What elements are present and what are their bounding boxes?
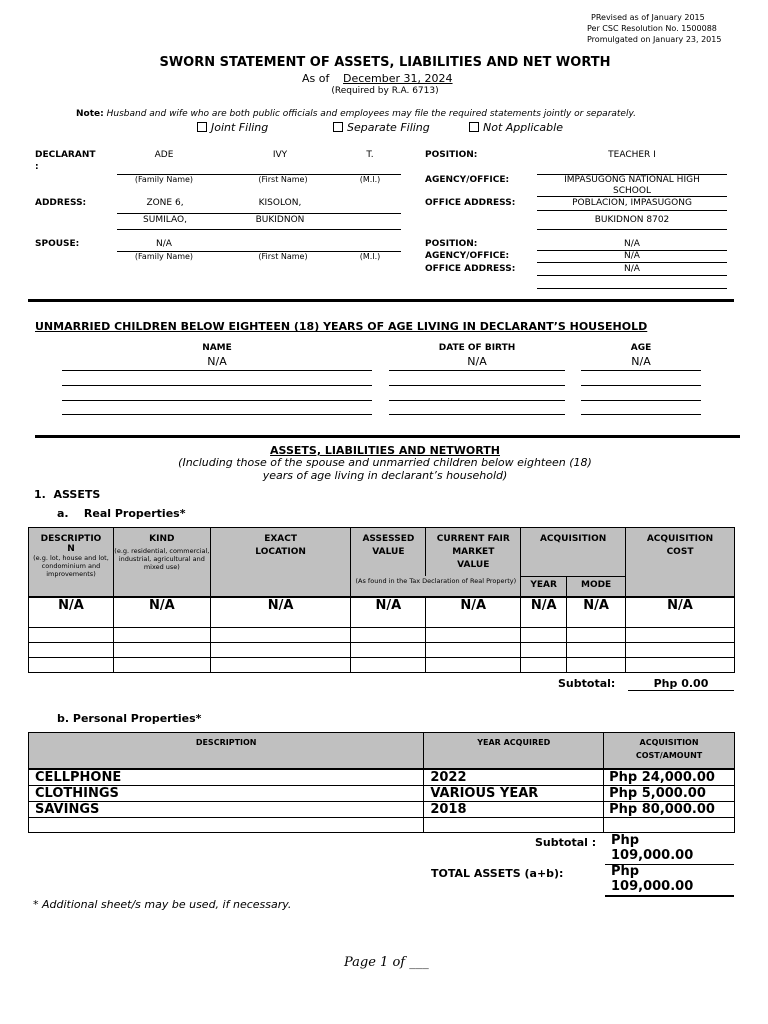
- spouse-agency: N/A: [624, 251, 640, 261]
- agency-line: [537, 196, 727, 197]
- children-col-dob: DATE OF BIRTH: [438, 343, 516, 353]
- spouse-office-address-label: OFFICE ADDRESS:: [425, 264, 516, 274]
- spouse-office-line-2: [537, 288, 727, 289]
- children-col-name: NAME: [202, 343, 232, 353]
- section-divider-2: [35, 435, 740, 438]
- position-value: TEACHER I: [608, 150, 656, 160]
- spouse-agency-line: [537, 262, 727, 263]
- spouse-first-caption: (First Name): [258, 252, 308, 261]
- agency-value-2: SCHOOL: [613, 186, 651, 196]
- child-dob: N/A: [467, 355, 487, 368]
- agency-value-1: IMPASUGONG NATIONAL HIGH: [564, 175, 700, 185]
- spouse-mi-caption: (M.I.): [359, 252, 381, 261]
- personal-properties-table: DESCRIPTION YEAR ACQUIRED ACQUISITION COST/AMOUNT CELLPHONE 2022 Php 24,000.00 CLOTHINGS VARIOUS YEAR Php 5,000.00 SAVINGS 2018 Php 80,000.00: [28, 732, 735, 833]
- as-of-date: December 31, 2024: [343, 72, 453, 85]
- required-by: (Required by R.A. 6713): [331, 86, 439, 96]
- total-assets-label: TOTAL ASSETS (a+b):: [431, 867, 564, 880]
- personal-subtotal-value: 109,000.00: [611, 848, 694, 863]
- promulgation-note: Promulgated on January 23, 2015: [587, 35, 722, 44]
- family-name-caption: (Family Name): [134, 175, 194, 184]
- office-address-1: POBLACION, IMPASUGONG: [572, 198, 692, 208]
- spouse-position-label: POSITION:: [425, 239, 478, 249]
- spouse-family-name: N/A: [156, 239, 172, 249]
- resolution-note: Per CSC Resolution No. 1500088: [587, 24, 717, 33]
- note: [76, 109, 636, 119]
- assets-subtitle-2: years of age living in declarant’s household): [262, 469, 508, 482]
- spouse-position: N/A: [624, 239, 640, 249]
- note-text: Husband and wife who are both public officials and employees may file the required statements jointly or separately.: [106, 109, 636, 119]
- address-line-2: [117, 229, 401, 230]
- real-subtotal-line: [628, 690, 734, 691]
- office-address-2: BUKIDNON 8702: [594, 215, 670, 225]
- joint-filing-option[interactable]: Joint Filing: [197, 121, 268, 134]
- address-line-1: [117, 213, 401, 214]
- office-address-line-2: [537, 229, 727, 230]
- checkbox-icon[interactable]: [333, 122, 343, 132]
- table-row: CLOTHINGS VARIOUS YEAR Php 5,000.00: [29, 785, 735, 801]
- total-assets-currency: Php: [611, 864, 640, 879]
- address-1b: KISOLON,: [258, 198, 302, 208]
- real-properties-table: DESCRIPTIO N (e.g. lot, house and lot, condominium and improvements) KIND (e.g. residential, commercial, industrial, agricultural and mixed use) EXACT LOCATION ASSESSED VALUE CURRENT FAIR MARKET VALUE ACQUISITION ACQUISITION COST (As found in the Tax Declaration of Real Property) YEAR MODE N/A N/A N/A N/A N/A N/A N/A N/A: [28, 527, 735, 673]
- assets-heading: 1. ASSETS: [34, 488, 101, 501]
- real-subtotal-value: Php 0.00: [653, 677, 709, 690]
- office-address-line-1: [537, 210, 727, 211]
- family-name-value: ADE: [154, 150, 174, 160]
- not-applicable-option[interactable]: Not Applicable: [469, 121, 563, 134]
- spouse-label: SPOUSE:: [35, 239, 80, 249]
- table-row: CELLPHONE 2022 Php 24,000.00: [29, 769, 735, 786]
- table-row: SAVINGS 2018 Php 80,000.00: [29, 801, 735, 817]
- child-age: N/A: [631, 355, 651, 368]
- first-name-caption: (First Name): [258, 175, 308, 184]
- first-name-value: IVY: [272, 150, 288, 160]
- spouse-office-address: N/A: [624, 264, 640, 274]
- declarant-label: DECLARANT: [35, 150, 96, 160]
- revision-note: PRevised as of January 2015: [591, 13, 705, 22]
- personal-subtotal-label: Subtotal :: [535, 836, 597, 849]
- total-assets-value: 109,000.00: [611, 879, 694, 894]
- as-of-label: As of: [302, 72, 330, 85]
- mi-value: T.: [366, 150, 374, 160]
- real-subtotal-label: Subtotal:: [558, 677, 616, 690]
- spouse-office-line-1: [537, 275, 727, 276]
- declarant-colon: :: [35, 162, 39, 172]
- footnote: * Additional sheet/s may be used, if necessary.: [33, 898, 292, 911]
- separate-filing-option[interactable]: Separate Filing: [333, 121, 430, 134]
- total-assets-line: [605, 895, 734, 897]
- mi-caption: (M.I.): [359, 175, 381, 184]
- assets-subtitle-1: (Including those of the spouse and unmarried children below eighteen (18): [178, 456, 592, 469]
- agency-label: AGENCY/OFFICE:: [425, 175, 510, 185]
- real-properties-heading: a. Real Properties*: [57, 507, 186, 520]
- position-label: POSITION:: [425, 150, 478, 160]
- office-address-label: OFFICE ADDRESS:: [425, 198, 516, 208]
- spouse-family-caption: (Family Name): [134, 252, 194, 261]
- address-1a: ZONE 6,: [146, 198, 184, 208]
- assets-title: ASSETS, LIABILITIES AND NETWORTH: [270, 444, 500, 457]
- children-col-age: AGE: [630, 343, 652, 353]
- children-title: UNMARRIED CHILDREN BELOW EIGHTEEN (18) YEARS OF AGE LIVING IN DECLARANT’S HOUSEHOLD: [35, 320, 648, 333]
- note-label: Note:: [76, 109, 104, 119]
- table-row: N/A N/A N/A N/A N/A N/A N/A N/A: [29, 597, 735, 627]
- address-2b: BUKIDNON: [255, 215, 305, 225]
- section-divider: [28, 299, 734, 302]
- spouse-agency-label: AGENCY/OFFICE:: [425, 251, 510, 261]
- address-2a: SUMILAO,: [143, 215, 187, 225]
- personal-subtotal-currency: Php: [611, 833, 640, 848]
- address-label: ADDRESS:: [35, 198, 87, 208]
- form-title: SWORN STATEMENT OF ASSETS, LIABILITIES AND NET WORTH: [159, 55, 611, 70]
- page-number: Page 1 of ___: [344, 955, 429, 970]
- personal-properties-heading: b. Personal Properties*: [57, 712, 202, 725]
- child-name: N/A: [207, 355, 227, 368]
- checkbox-icon[interactable]: [197, 122, 207, 132]
- checkbox-icon[interactable]: [469, 122, 479, 132]
